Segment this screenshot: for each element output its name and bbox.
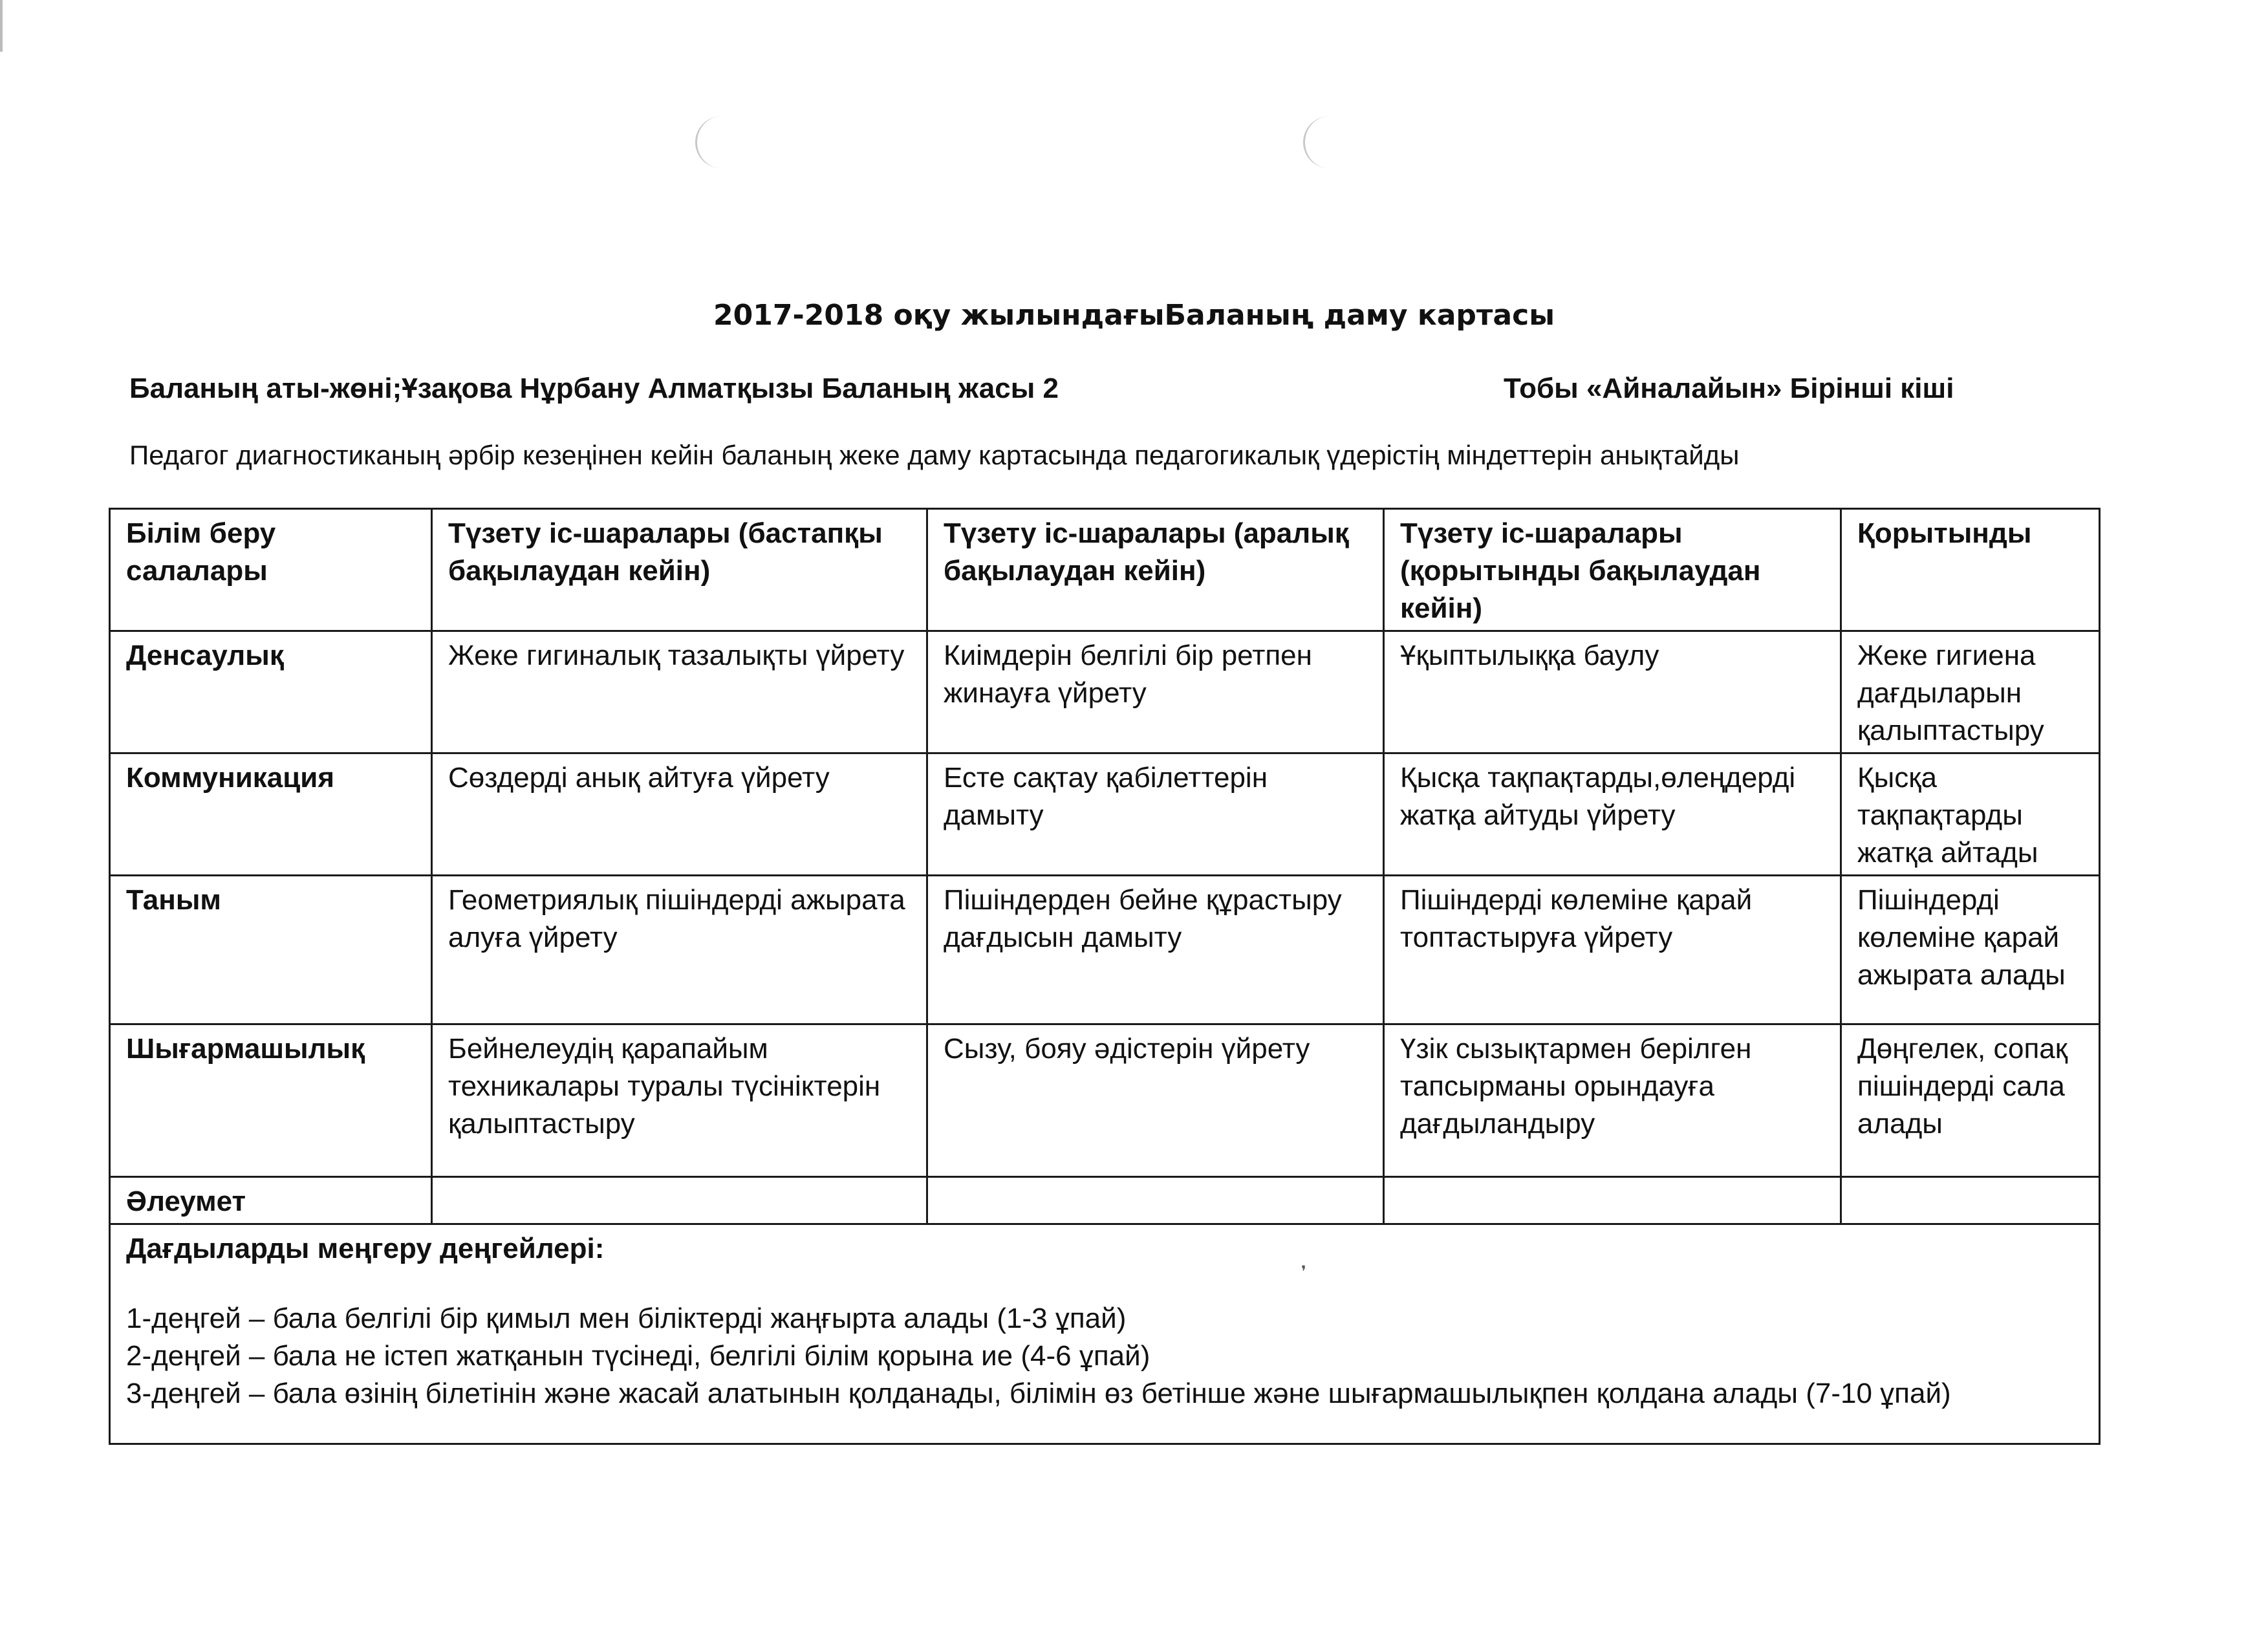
intermediate-cell: Киімдерін белгілі бір ретпен жинауға үйрету: [927, 631, 1384, 753]
area-cell: Коммуникация: [110, 753, 432, 876]
header-final: Түзету іс-шаралары (қорытынды бақылаудан кейін): [1384, 509, 1841, 631]
intermediate-cell: Есте сақтау қабілеттерін дамыту: [927, 753, 1384, 876]
final-cell: [1384, 1177, 1841, 1224]
conclusion-cell: Қысқа тақпақтарды жатқа айтады: [1841, 753, 2100, 876]
table-row: [110, 631, 2100, 753]
levels-cell: [110, 1224, 2100, 1444]
intermediate-cell: [927, 1177, 1384, 1224]
child-name-age: Баланың аты-жөні;Ұзақова Нұрбану Алматқызы Баланың жасы 2: [129, 373, 1059, 404]
scan-speck: ❜: [1301, 1263, 1306, 1281]
levels-row: [110, 1224, 2100, 1444]
conclusion-cell: Жеке гигиена дағдыларын қалыптастыру: [1841, 631, 2100, 753]
intermediate-cell: Сызу, бояу әдістерін үйрету: [927, 1024, 1384, 1177]
table-row: [110, 1024, 2100, 1177]
intermediate-cell: Пішіндерден бейне құрастыру дағдысын дамыту: [927, 876, 1384, 1024]
final-cell: Ұқыптылыққа баулу: [1384, 631, 1841, 753]
conclusion-cell: Дөңгелек, сопақ пішіндерді сала алады: [1841, 1024, 2100, 1177]
area-cell: Таным: [110, 876, 432, 1024]
header-area: Білім беру салалары: [110, 509, 432, 631]
level-item: 3-деңгей – бала өзінің білетінін және жасай алатынын қолданады, білімін өз бетінше және шығармашылықпен қолдана алады (7-10 ұпай): [126, 1378, 1951, 1409]
header-initial: Түзету іс-шаралары (бастапқы бақылаудан кейін): [432, 509, 927, 631]
level-item: 1-деңгей – бала белгілі бір қимыл мен біліктерді жаңғырта алады (1-3 ұпай): [126, 1303, 1127, 1334]
area-cell: Шығармашылық: [110, 1024, 432, 1177]
final-cell: Үзік сызықтармен берілген тапсырманы орындауға дағдыландыру: [1384, 1024, 1841, 1177]
initial-cell: Геометриялық пішіндерді ажырата алуға үйрету: [432, 876, 927, 1024]
hole-punch-mark: [1303, 116, 1344, 168]
initial-cell: Жеке гигиналық тазалықты үйрету: [432, 631, 927, 753]
hole-punch-mark: [695, 116, 736, 168]
development-map-table: [109, 508, 2101, 1445]
table-row: [110, 1177, 2100, 1224]
header-row: [110, 509, 2100, 631]
header-intermediate: Түзету іс-шаралары (аралық бақылаудан кейін): [927, 509, 1384, 631]
area-cell: Әлеумет: [110, 1177, 432, 1224]
final-cell: Пішіндерді көлеміне қарай топтастыруға үйрету: [1384, 876, 1841, 1024]
scan-edge-mark: [0, 0, 3, 52]
initial-cell: Бейнелеудің қарапайым техникалары туралы түсініктерін қалыптастыру: [432, 1024, 927, 1177]
final-cell: Қысқа тақпақтарды,өлеңдерді жатқа айтуды үйрету: [1384, 753, 1841, 876]
group-name: Тобы «Айналайын» Бірінші кіші: [1504, 373, 1954, 404]
initial-cell: [432, 1177, 927, 1224]
intro-text: Педагог диагностиканың әрбір кезеңінен кейін баланың жеке даму картасында педагогикалық үдерістің міндеттерін анықтайды: [129, 440, 1740, 470]
document-title: 2017-2018 оқу жылындағыБаланың даму картасы: [713, 299, 1555, 332]
levels-title: Дағдыларды меңгеру деңгейлері:: [126, 1233, 605, 1264]
header-conclusion: Қорытынды: [1841, 509, 2100, 631]
initial-cell: Сөздерді анық айтуға үйрету: [432, 753, 927, 876]
level-item: 2-деңгей – бала не істеп жатқанын түсінеді, белгілі білім қорына ие (4-6 ұпай): [126, 1340, 1150, 1372]
child-info-line: [129, 373, 2009, 405]
table-row: [110, 876, 2100, 1024]
conclusion-cell: [1841, 1177, 2100, 1224]
table-row: [110, 753, 2100, 876]
area-cell: Денсаулық: [110, 631, 432, 753]
conclusion-cell: Пішіндерді көлеміне қарай ажырата алады: [1841, 876, 2100, 1024]
